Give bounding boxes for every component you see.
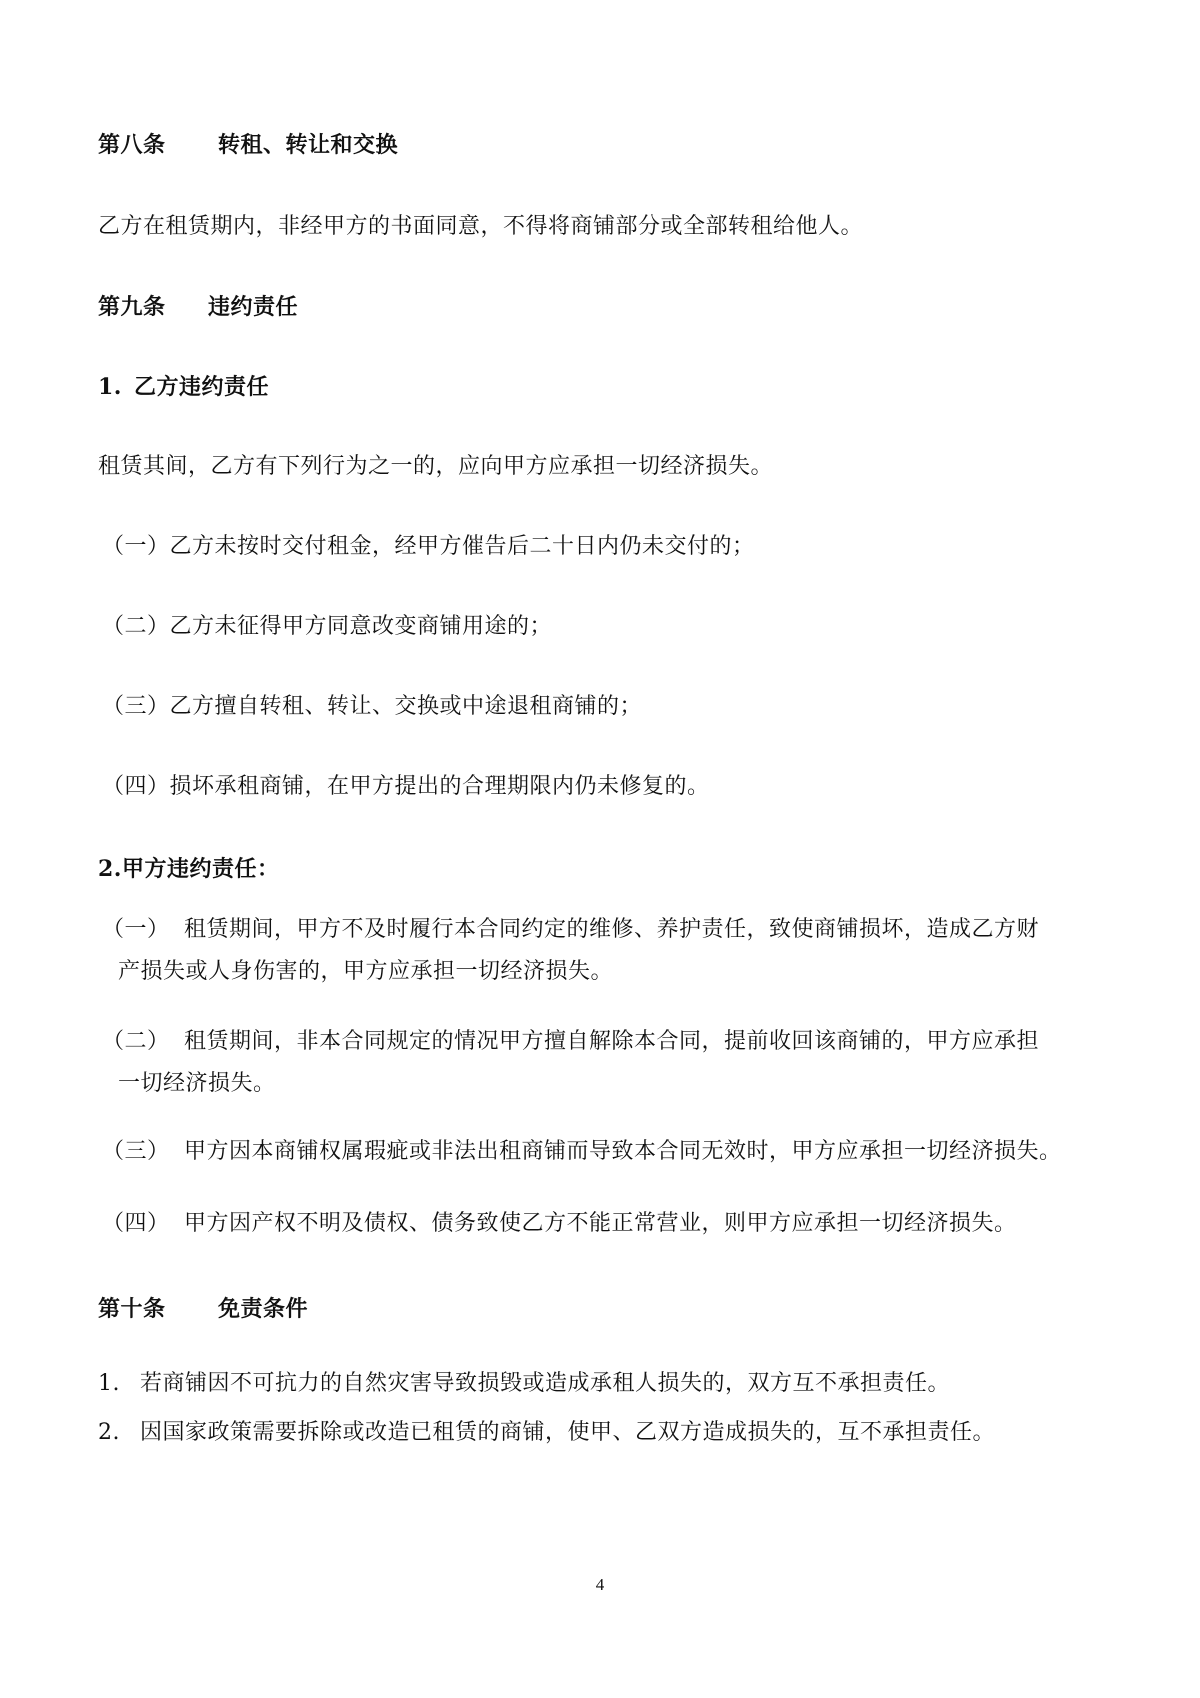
list-text: 若商铺因不可抗力的自然灾害导致损毁或造成承租人损失的，双方互不承担责任。 [140,1371,951,1396]
item-marker: （一） [102,917,170,942]
item-marker: （四） [102,1211,170,1236]
section-1-item: （四）损坏承租商铺，在甲方提出的合理期限内仍未修复的。 [102,774,710,799]
section-2-item [102,1027,1039,1057]
item-marker: （三） [102,1139,170,1164]
article-10-heading [98,1294,308,1324]
section-1-item: （二）乙方未征得甲方同意改变商铺用途的； [102,614,553,639]
article-10-item [98,1369,950,1399]
list-number: 2. [98,1420,120,1445]
article-number: 第十条 [98,1296,166,1322]
article-title: 免责条件 [218,1296,309,1322]
article-9-heading [98,292,298,322]
list-number: 1. [98,1371,120,1396]
section-1-heading [98,372,269,402]
article-10-item [98,1418,995,1448]
section-2-item [102,1137,1062,1167]
item-text: 甲方因产权不明及债权、债务致使乙方不能正常营业，则甲方应承担一切经济损失。 [184,1211,1017,1236]
page-number: 4 [595,1575,605,1594]
section-1-intro: 租赁其间，乙方有下列行为之一的，应向甲方应承担一切经济损失。 [98,454,774,479]
section-1-item: （一）乙方未按时交付租金，经甲方催告后二十日内仍未交付的； [102,534,755,559]
item-marker: （二） [102,1029,170,1054]
article-8-heading [98,130,398,160]
section-number: 1. [98,374,122,400]
article-title: 转租、转让和交换 [218,132,399,158]
section-2-heading: 2.甲方违约责任： [98,856,280,882]
section-2-item [102,1209,1017,1239]
article-8-body: 乙方在租赁期内，非经甲方的书面同意，不得将商铺部分或全部转租给他人。 [98,214,864,239]
section-2-item [102,915,1039,945]
item-text: 租赁期间，非本合同规定的情况甲方擅自解除本合同，提前收回该商铺的，甲方应承担 [184,1029,1040,1054]
section-2-item-continuation: 一切经济损失。 [118,1071,276,1096]
article-title: 违约责任 [208,294,299,320]
article-number: 第九条 [98,294,166,320]
item-text: 租赁期间，甲方不及时履行本合同约定的维修、养护责任，致使商铺损坏，造成乙方财 [184,917,1040,942]
item-text: 甲方因本商铺权属瑕疵或非法出租商铺而导致本合同无效时，甲方应承担一切经济损失。 [184,1139,1062,1164]
section-1-item: （三）乙方擅自转租、转让、交换或中途退租商铺的； [102,694,643,719]
list-text: 因国家政策需要拆除或改造已租赁的商铺，使甲、乙双方造成损失的，互不承担责任。 [140,1420,996,1445]
section-2-item-continuation: 产损失或人身伤害的，甲方应承担一切经济损失。 [118,959,614,984]
section-title: 乙方违约责任 [134,374,270,400]
article-number: 第八条 [98,132,166,158]
